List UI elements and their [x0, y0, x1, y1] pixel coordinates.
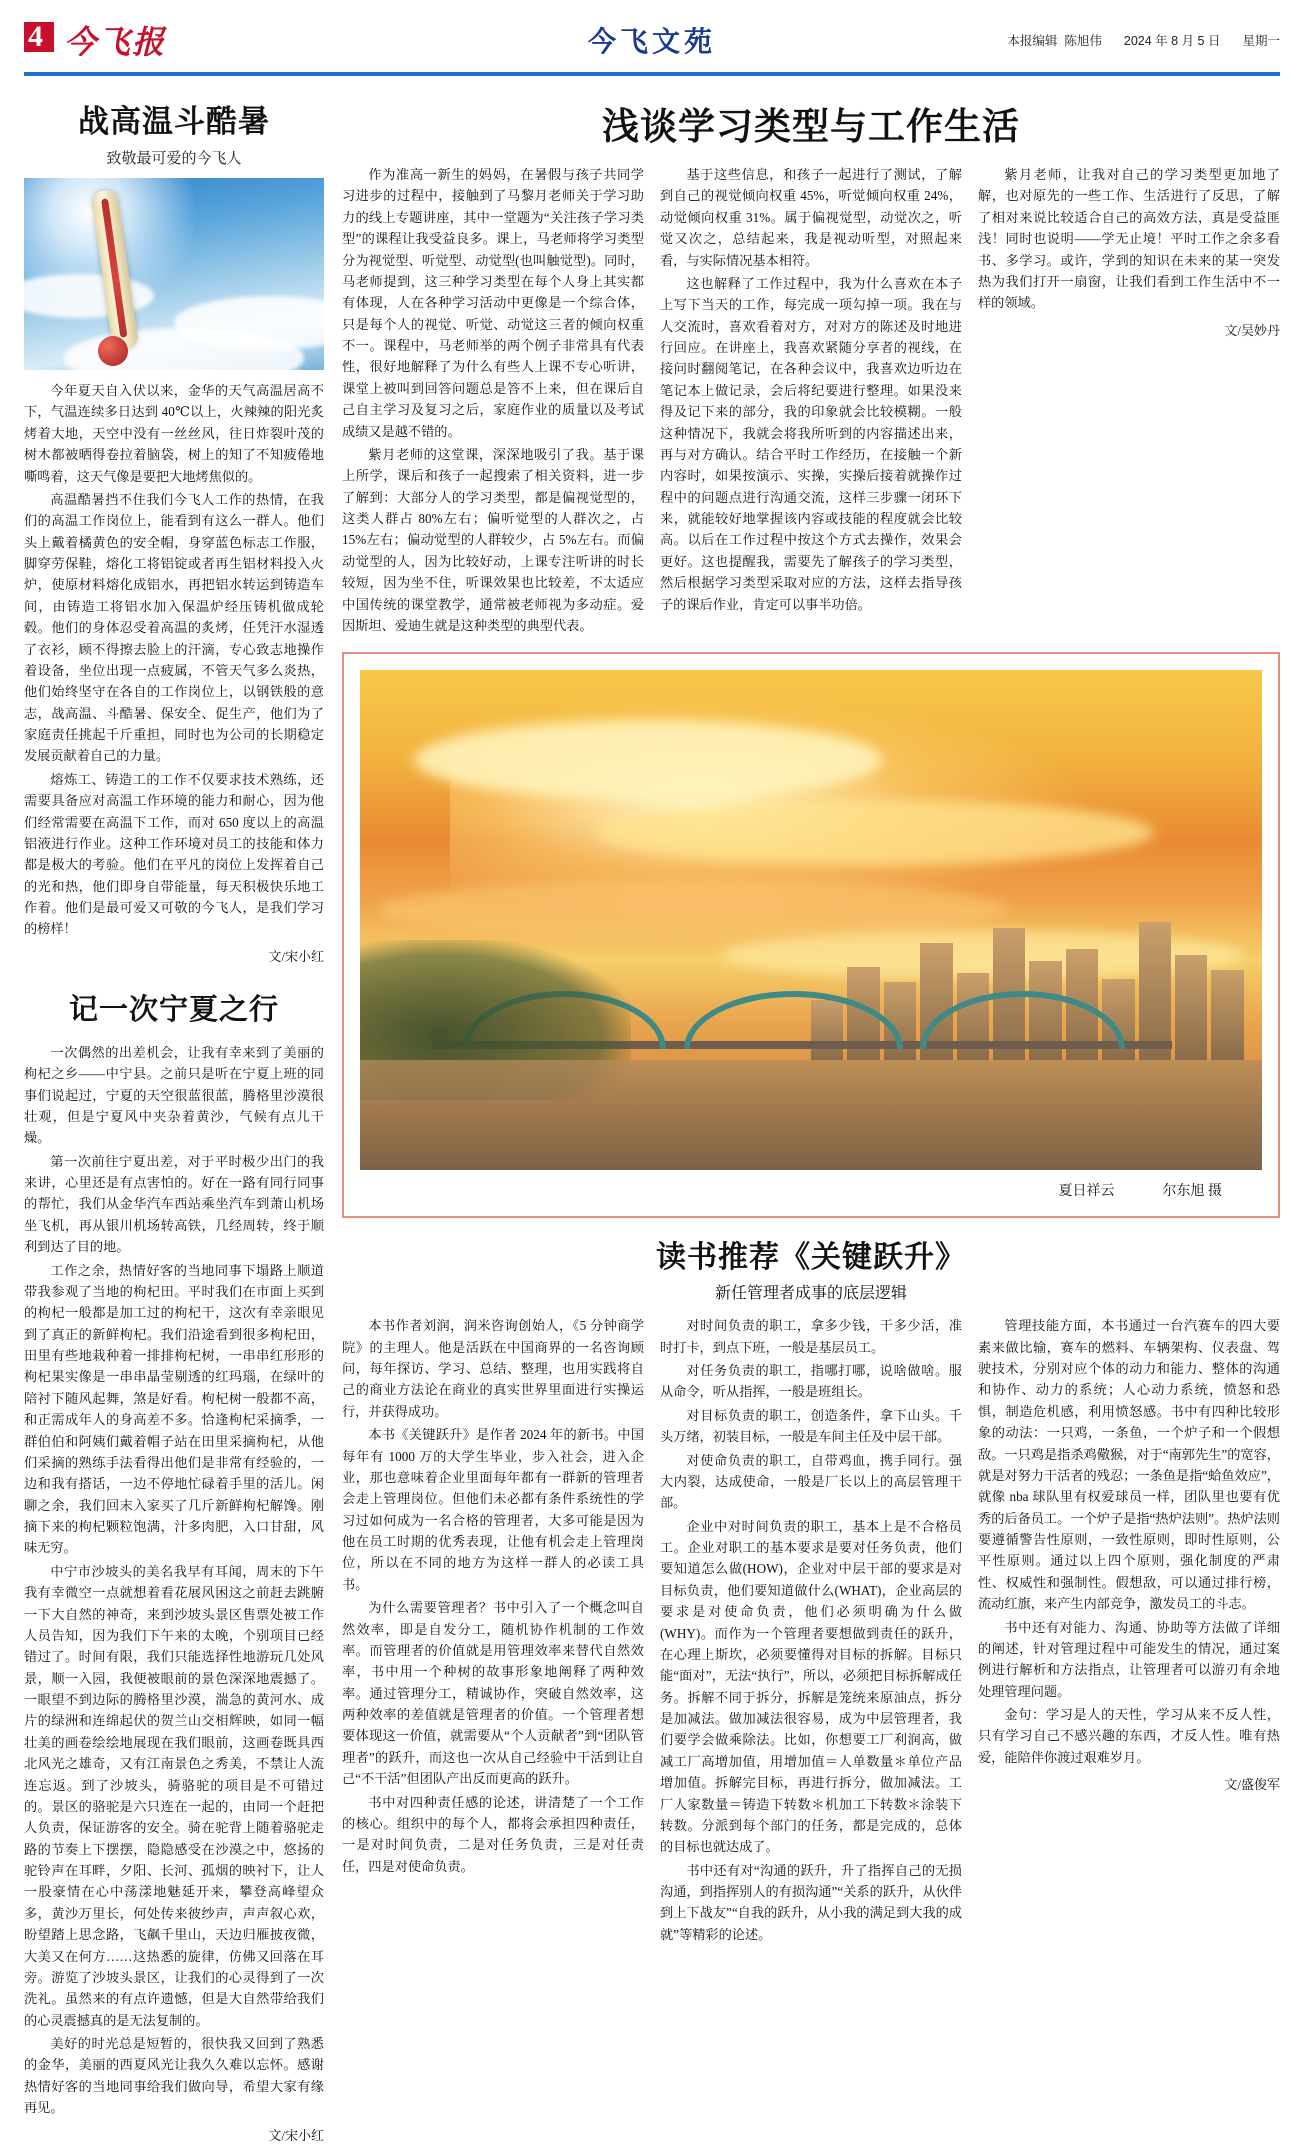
- book-paragraph: 书中对四种责任感的论述，讲清楚了一个工作的核心。组织中的每个人，都将会承担四种责任，一是对时间负责，二是对任务负责，三是对任责任，四是对使命负责。: [342, 1794, 644, 1874]
- book-column-3: [978, 1315, 1280, 1947]
- study-column-1: [342, 164, 644, 638]
- study-paragraph: 紫月老师，让我对自己的学习类型更加地了解，也对原先的一些工作、生活进行了反思，了解了相对来说比较适合自己的高效方法，真是受益匪浅！同时也说明——学无止境！平时工作之余多看书、多学习。或许，学到的知识在未来的某一突发热为我们打开一扇窗，让我们看到工作生活中不一样的领域。: [978, 167, 1280, 311]
- thermometer-icon: [91, 189, 139, 351]
- ningxia-paragraph: 美好的时光总是短暂的，很快我又回到了熟悉的金华，美丽的西夏风光让我久久难以忘怀。感谢热情好客的当地同事给我们做向导，希望大家有缘再见。: [24, 2036, 324, 2116]
- newspaper-page: [0, 12, 1304, 2143]
- section-title: 今飞文苑: [587, 27, 716, 58]
- book-article-columns: [342, 1315, 1280, 1947]
- book-paragraph: 金句：学习是人的天性，学习从来不反人性，只有学习自己不感兴趣的东西，才反人性。唯有热爱，能陪伴你渡过艰难岁月。: [978, 1707, 1280, 1765]
- left-column: [24, 90, 324, 2143]
- ningxia-article-title: 记一次宁夏之行: [68, 993, 279, 1026]
- masthead-rule: [24, 72, 1280, 76]
- cloud-shape: [414, 720, 883, 800]
- book-paragraph: 书中还有对能力、沟通、协助等方法做了详细的阐述，针对管理过程中可能发生的情况，通过案例进行解析和方法指点，让管理者可以游刃有余地处理管理问题。: [978, 1619, 1280, 1699]
- ningxia-byline: 文/宋小红: [268, 2127, 324, 2143]
- heat-article-subtitle: 致敬最可爱的今飞人: [106, 151, 242, 167]
- ningxia-paragraph: 一次偶然的出差机会，让我有幸来到了美丽的枸杞之乡——中宁县。之前只是听在宁夏上班的同事们说起过，宁夏的天空很蓝很蓝，腾格里沙漠很壮观，但是宁夏风中夹杂着黄沙，气候有点儿干燥。: [24, 1044, 324, 1146]
- page-content: [24, 90, 1280, 2143]
- ningxia-paragraph: 中宁市沙坡头的美名我早有耳闻，周末的下午我有幸微空一点就想着看花展风困这之前赶去跳腑一下大自然的神奇，来到沙坡头景区售票处被工作人员告知，因为我们下午来的太晚，个别项目已经错过了。时间有限，我们只能选择性地游玩几处风景，顺一入园，我便被眼前的景色深深地震撼了。一眼望不到边际的腾格里沙漠，湍急的黄河水、成片的绿洲和连绵起伏的贺兰山交相辉映，如同一幅壮美的画卷绘绘地展现在我们眼前，这画卷既具西北风光之雄奇，又有江南景色之秀美，不禁让人流连忘返。到了沙坡头，骑骆驼的项目是不可错过的。景区的骆驼是六只连在一起的，由同一个赶把人负责，保证游客的安全。骑在驼背上随着骆驼走路的节奏上下摆摆，隐隐感受在沙漠之中，悠扬的驼铃声在耳畔，夕阳、长河、孤烟的映衬下，让人一股豪情在心中荡漾地魅延开来，攀登高峰望众多，黄沙万里长，何处传来彼纱声，声声叙心欢，盼望踏上思念路，飞飙千里山，天边归雁披夜微，大美又在何方……这热悉的旋律，仿佛又回落在耳旁。游览了沙坡头景区，让我们的心灵得到了一次洗礼。虽然来的有点许遗憾，但是大自然带给我们的心灵震撼真的是无法复制的。: [24, 1563, 324, 2028]
- book-article-title: 读书推荐《关键跃升》: [656, 1241, 966, 1275]
- book-paragraph: 对任务负责的职工，指哪打哪，说啥做啥。服从命令，听从指挥，一般是班组长。: [660, 1363, 962, 1400]
- issue-date: 2024 年 8 月 5 日: [1123, 34, 1221, 48]
- masthead: [24, 12, 1280, 68]
- study-byline: 文/吴妙丹: [1224, 322, 1280, 338]
- photo-credit: 尔东旭 摄: [1162, 1184, 1222, 1200]
- study-paragraph: 基于这些信息，和孩子一起进行了测试，了解到自己的视觉倾向权重 45%，听觉倾向权重 24%，动觉倾向权重 31%。属于偏视觉型，动觉次之，听觉又次之，总结起来，我是视动听型，对照起来看，与实际情况基本相符。: [660, 167, 962, 268]
- heat-byline: 文/宋小红: [268, 948, 324, 964]
- heat-paragraph: 熔炼工、铸造工的工作不仅要求技术熟练，还需要具备应对高温工作环境的能力和耐心，因为他们经常需要在高温下工作，而对 650 度以上的高温铝液进行作业。这种工作环境对员工的技能和体力都是极大的考验。他们在平凡的岗位上发挥着自己的光和热，他们即身自带能量，每天积极快乐地工作着。他们是最可爱又可敬的今飞人，是我们学习的榜样！: [24, 771, 324, 937]
- page-number: 4: [28, 20, 43, 53]
- cloud-shape: [595, 800, 1154, 865]
- book-paragraph: 为什么需要管理者？书中引入了一个概念叫自然效率，即是自发分工，随机协作机制的工作效率。而管理者的价值就是用管理效率来替代自然效率，书中用一个种树的故事形象地阐释了两种效率。通过管理分工，精诚协作，突破自然效率，这两种效率的差值就是管理者的价值。一个管理者想要体现这一价值，就需要从“个人贡献者”到“团队管理者”的跃升，而这也一次从自己经验中干活到让自己“不干活”但团队产出反而更高的跃升。: [342, 1600, 644, 1787]
- book-paragraph: 书中还有对“沟通的跃升，升了指挥自己的无损沟通，到指挥别人的有损沟通”“关系的跃升，从伙伴到上下战友”“自我的跃升，从小我的满足到大我的成就”等精彩的论述。: [660, 1862, 962, 1942]
- study-article-columns: [342, 164, 1280, 638]
- study-paragraph: 紫月老师的这堂课，深深地吸引了我。基于课上所学，课后和孩子一起搜索了相关资料，进一步了解到：大部分人的学习类型，都是偏视觉型的，这类人群占 80%左右；偏听觉型的人群次之，占 15%左右；偏动觉型的人群较少，占 5%左右。而偏动觉型的人，因为比较好动，上课专注听讲的时长较短，因为坐不住，听课效果也比较差，不太适应中国传统的课堂教学，通常被老师视为多动症。爱因斯坦、爱迪生就是这种类型的典型代表。: [342, 446, 644, 633]
- bridge-arch: [684, 991, 903, 1049]
- book-paragraph: 对目标负责的职工，创造条件，拿下山头。千头万绪，初装目标，一般是车间主任及中层干部。: [660, 1407, 962, 1445]
- ningxia-paragraph: 工作之余，热情好客的当地同事下塌路上顺道带我参观了当地的枸杞田。平时我们在市面上买到的枸杞一般都是加工过的枸杞干，这次有幸亲眼见到了真正的新鲜枸杞。我们沿途看到很多枸杞田，田里有些地栽种着一排排枸杞树，一串串红形形的枸杞果实像是一串串晶莹剔透的红玛瑙，在绿叶的陪衬下随风起舞，煞是好看。枸杞树一般都不高，和正需成年人的身高差不多。恰逢枸杞采摘季，一群伯伯和阿姨们戴着帽子站在田里采摘枸杞，从他们采摘的熟练手法看得出他们是非常有经验的，一边和我有搭话，一边不停地忙碌着手里的活儿。闲聊之余，我们回末入家买了几斤新鲜枸杞解馋。刚摘下来的枸杞颗粒饱满，汁多肉肥，入口甘甜，风味无穷。: [24, 1262, 324, 1556]
- book-column-2: [660, 1315, 962, 1947]
- right-section: [342, 90, 1280, 1942]
- bridge-arch: [920, 991, 1124, 1049]
- study-article-title: 浅谈学习类型与工作生活: [602, 107, 1020, 148]
- book-paragraph: 本书《关键跃升》是作者 2024 年的新书。中国每年有 1000 万的大学生毕业，步入社会，进入企业，那也意味着企业里面每年都有一群新的管理者会走上管理岗位。但他们未必都有条件系统性的学习过如何成为一名合格的管理者，大多可能是因为他在员工时期的优秀表现，让他有机会走上管理岗位，所以在不同的地方为这样一群人的必读工具书。: [342, 1427, 644, 1592]
- masthead-meta: [1007, 31, 1280, 49]
- book-paragraph: 对使命负责的职工，自带鸡血，携手同行。强大内裂，达成使命，一般是厂长以上的高层管理干部。: [660, 1452, 962, 1511]
- heat-article-title: 战高温斗酷暑: [78, 104, 270, 139]
- book-column-1: [342, 1315, 644, 1947]
- issue-weekday: 星期一: [1242, 34, 1280, 48]
- book-paragraph: 本书作者刘润，润米咨询创始人，《5 分钟商学院》的主理人。他是活跃在中国商界的一名咨询顾问，每年探访、学习、总结、整理，也用实践将自己的商业方法论在商业的真实世界里面进行实操运行，并获得成功。: [342, 1318, 644, 1419]
- thermometer-photo: [24, 178, 324, 370]
- river-water: [360, 1060, 1262, 1170]
- editor-info: 本报编辑 陈旭伟: [1007, 34, 1102, 48]
- study-paragraph: 这也解释了工作过程中，我为什么喜欢在本子上写下当天的工作，每完成一项勾掉一项。我在与人交流时，喜欢看着对方，对对方的陈述及时地进行回应。在讲座上，我喜欢紧随分享者的视线，在接问时翻阅笔记，在各种会议中，我喜欢边听边在笔记本上做记录，会后将纪要进行整理。如果没来得及记下来的部分，我的印象就会比较模糊。一般这种情况下，我就会将我所听到的内容描述出来，再与对方确认。结合平时工作经历，在接触一个新内容时，如果按演示、实操，实操后接着就操作过程中的问题点进行沟通交流，这样三步骤一闭环下来，就能较好地掌握该内容或技能的程度就会比较高。以后在工作过程中按这个方式去操作，效果会更好。这也提醒我，需要先了解孩子的学习类型，然后根据学习类型采取对应的方法，这样去指导孩子的课后作业，肯定可以事半功倍。: [660, 275, 962, 612]
- cloud-shape: [24, 274, 154, 318]
- book-byline: 文/盛俊军: [1224, 1777, 1280, 1793]
- ningxia-paragraph: 第一次前往宁夏出差，对于平时极少出门的我来讲，心里还是有点害怕的。好在一路有同行同事的帮忙，我们从金华汽车西站乘坐汽车到萧山机场坐飞机，再从银川机场转高铁，几经周转，终于顺利到达了目的地。: [24, 1153, 324, 1255]
- book-article-subtitle: 新任管理者成事的底层逻辑: [714, 1285, 907, 1303]
- paper-logo: 今飞报: [64, 24, 167, 60]
- heat-paragraph: 今年夏天自入伏以来，金华的天气高温居高不下，气温连续多日达到 40℃以上，火辣辣的阳光炙烤着大地，天空中没有一丝丝风，往日炸裂叶茂的树木都被晒得卷拉着脑袋，树上的知了不知疲倦地嘶鸣着，这天气像是要把大地烤焦似的。: [24, 383, 324, 484]
- study-column-2: [660, 164, 962, 638]
- photo-caption-title: 夏日祥云: [1058, 1184, 1115, 1200]
- study-paragraph: 作为准高一新生的妈妈，在暑假与孩子共同学习进步的过程中，接触到了马黎月老师关于学习助力的线上专题讲座，其中一堂题为“关注孩子学习类型”的课程让我受益良多。课上，马老师将学习类型分为视觉型、听觉型、动觉型(也叫触觉型)。同时，马老师提到，这三种学习类型在每个人身上其实都有体现，人在各种学习活动中更像是一个综合体，只是每个人的视觉、听觉、动觉这三者的倾向权重不一。课程中，马老师举的两个例子非常具有代表性，很好地解释了为什么有些人上课不专心听讲，课堂上被叫到回答问题总是答不上来，但在课后自己自主学习及复习之后，家庭作业的质量以及考试成绩又是越不错的。: [342, 167, 644, 439]
- book-paragraph: 企业中对时间负责的职工，基本上是不合格员工。企业对职工的基本要求是要对任务负责，他们要知道怎么做(HOW)，企业对中层干部的要求是对目标负责，他们要知道做什么(WHAT)，企业高层的要求是对使命负责，他们必须明确为什么做(WHY)。而作为一个管理者要想做到责任的跃升，在心理上斯坎，必须要懂得对目标的拆解。目标只能“面对”，无法“执行”，所以，必须把目标拆解成任务。拆解不同于拆分，拆解是笼统来原油点，拆分是加减法。做加减法很容易，成为中层管理者，我们要学会做乘除法。比如，你想要工厂利润高，做减工厂高增加值，用增加值＝人单数量＊单位产品增加值。拆解完目标，再进行拆分，做加减法。工厂人家数量＝铸造下转数＊机加工下转数＊涂装下转数。分派到每个部门的任务，都是完成的，总体的目标也就达成了。: [660, 1518, 962, 1855]
- study-column-3: [978, 164, 1280, 638]
- feature-photo-frame: [342, 652, 1280, 1218]
- feature-photo: [360, 670, 1262, 1170]
- heat-paragraph: 高温酷暑挡不住我们今飞人工作的热情，在我们的高温工作岗位上，能看到有这么一群人。他们头上戴着橘黄色的安全帽，身穿蓝色标志工作服，脚穿劳保鞋，熔化工将铝锭或者再生铝材料投入火炉，使原材料熔化成铝水，再把铝水转运到铸造车间，由铸造工将铝水加入保温炉经压铸机做成轮毂。他们的身体忍受着高温的炙烤，任凭汗水湿透了衣衫，顾不得擦去脸上的汗滴，专心致志地操作着设备，坐位出现一点疲属，不管天气多么炎热，他们始终坚守在各自的工作岗位上，以钢铁般的意志，战高温、斗酷暑、保安全、促生产，他们为了家庭责任挑起千斤重担，同时也为公司的长期稳定发展贡献着自己的力量。: [24, 491, 324, 764]
- photo-caption: [360, 1180, 1262, 1200]
- book-paragraph: 对时间负责的职工，拿多少钱，干多少活，准时打卡，到点下班，一般是基层员工。: [660, 1318, 962, 1355]
- book-paragraph: 管理技能方面，本书通过一台汽赛车的四大要素来做比输，赛车的燃料、车辆架构、仪表盘、驾驶技术，分别对应个体的动力和能力、整体的沟通和协作、动力的系统；人心动力系统，愤怒和恐惧，制造危机感，利用愤怒感。书中有四种比较形象的动法：一只鸡，一条鱼，一个炉子和一个假想敌。一只鸡是指杀鸡儆猴，对于“南郭先生”的宽容，就是对努力干活者的残忍；一条鱼是指“蛤鱼效应”，就像 nba 球队里有权爱球员一样，团队里也要有优秀的后备员工。一个炉子是指“热炉法则”。热炉法则要遵循警告性原则，一致性原则，即时性原则，公平性原则。通过以上四个原则，强化制度的严肃性、权威性和强制性。假想敌，可以通过排行榜，流动红旗，来产生内部竞争，激发员工的斗志。: [978, 1318, 1280, 1612]
